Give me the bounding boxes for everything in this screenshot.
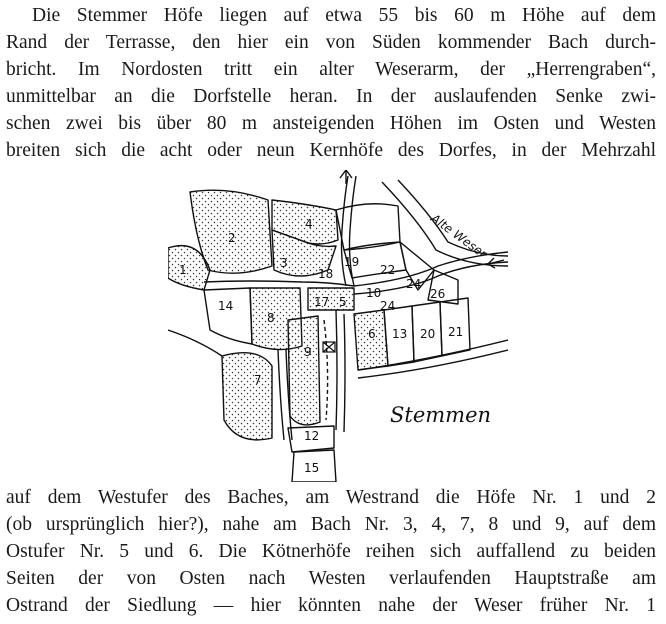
top-paragraph bbox=[6, 2, 656, 164]
plot-9 bbox=[288, 316, 320, 425]
church-icon bbox=[323, 342, 335, 352]
plot-label: 17 bbox=[314, 295, 330, 309]
text-line: Ostrand der Siedlung — hier könnten nahe der Weser früher Nr. 1 bbox=[6, 595, 656, 616]
text-line: unmittelbar an die Dorfstelle heran. In der auslaufenden Senke zwi- bbox=[6, 86, 656, 107]
plot-label: 8 bbox=[267, 311, 275, 325]
plot-label: 1 bbox=[179, 263, 187, 277]
village-map bbox=[168, 170, 508, 482]
text-line: breiten sich die acht oder neun Kernhöfe des Dorfes, in der Mehrzahl bbox=[6, 140, 656, 161]
plot-label: 19 bbox=[344, 255, 360, 269]
plot-label: 13 bbox=[392, 327, 408, 341]
plot-label: 9 bbox=[304, 345, 312, 359]
text-line: auf dem Westufer des Baches, am Westrand die Höfe Nr. 1 und 2 bbox=[6, 487, 656, 508]
bottom-paragraph bbox=[6, 484, 656, 619]
river-label: Alte Weser bbox=[428, 211, 490, 261]
plot-label: 12 bbox=[304, 429, 320, 443]
text-line: bricht. Im Nordosten tritt ein alter Weserarm, der „Herrengraben“, bbox=[6, 59, 656, 80]
north-arrow bbox=[340, 170, 352, 184]
text-line: (ob ursprünglich hier?), nahe am Bach Nr. 3, 4, 7, 8 und 9, auf dem bbox=[6, 514, 656, 535]
plot-label: 10 bbox=[366, 286, 382, 300]
plot-label: 6 bbox=[368, 327, 376, 341]
text-line: Ostufer Nr. 5 und 6. Die Kötnerhöfe reihen sich auffallend zu beiden bbox=[6, 541, 656, 562]
text-line: Die Stemmer Höfe liegen auf etwa 55 bis 60 m Höhe auf dem bbox=[32, 5, 656, 26]
plot-label: 18 bbox=[318, 267, 334, 281]
plot-label: 2 bbox=[228, 231, 236, 245]
plot-label: 5 bbox=[339, 295, 347, 309]
plot-label: 15 bbox=[304, 461, 320, 475]
plot-label: 24 bbox=[406, 277, 422, 291]
plot-7 bbox=[222, 353, 272, 440]
plot-label: 22 bbox=[380, 263, 396, 277]
place-name: Stemmen bbox=[390, 403, 492, 427]
plot-label: 3 bbox=[280, 256, 288, 270]
plot-label: 21 bbox=[448, 325, 464, 339]
plot-label: 4 bbox=[305, 217, 313, 231]
text-line: Rand der Terrasse, den hier ein von Süden kommender Bach durch- bbox=[6, 32, 656, 53]
text-line: schen zwei bis über 80 m ansteigenden Höhen im Osten und Westen bbox=[6, 113, 656, 134]
plot-label: 14 bbox=[218, 299, 234, 313]
plot-label: 26 bbox=[430, 287, 446, 301]
village-map-figure bbox=[168, 170, 508, 482]
text-line: Seiten der von Osten nach Westen verlaufenden Hauptstraße am bbox=[6, 568, 656, 589]
plot-label: 24 bbox=[380, 299, 396, 313]
plot-label: 7 bbox=[254, 373, 262, 387]
plot-label: 20 bbox=[420, 327, 436, 341]
